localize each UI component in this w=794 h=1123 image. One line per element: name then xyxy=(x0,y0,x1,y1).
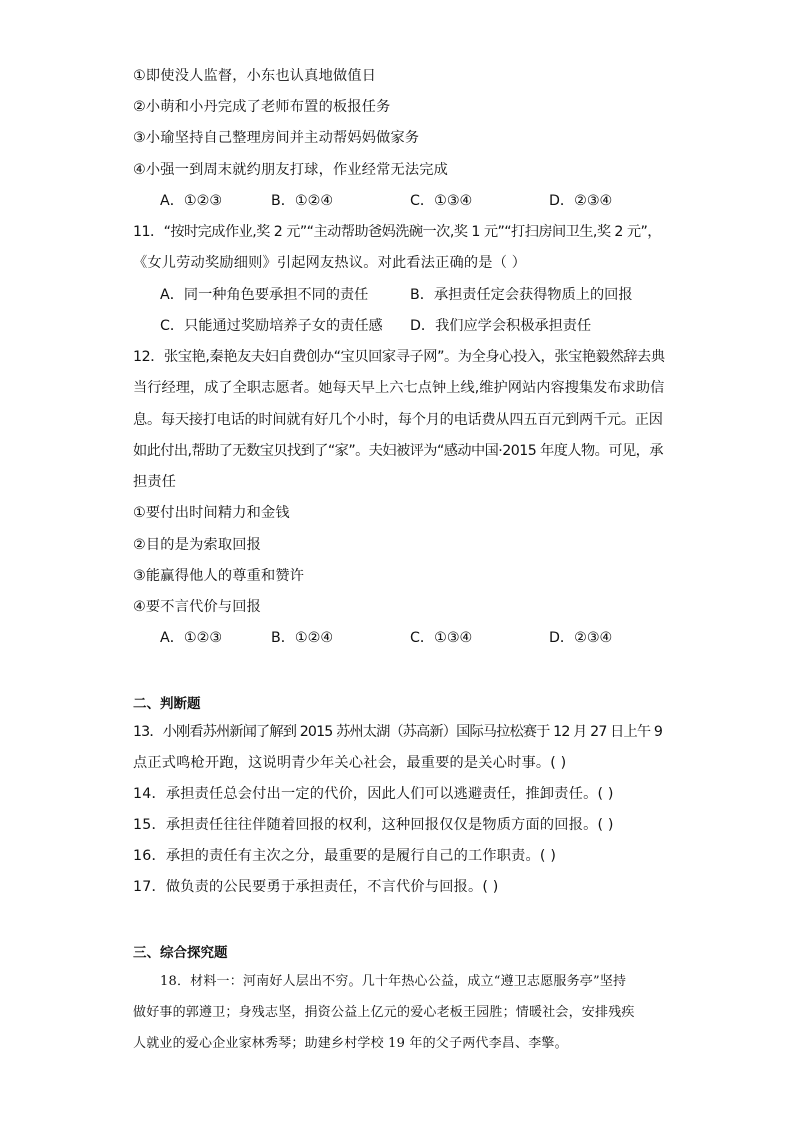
q18-line-3: 人就业的爱心企业家林秀琴；助建乡村学校 19 年的父子两代李昌、李擎。 xyxy=(133,1036,568,1051)
q10-item-3: ③小瑜坚持自己整理房间并主动帮妈妈做家务 xyxy=(133,130,420,146)
q12-stem-line-5: 担责任 xyxy=(133,474,177,490)
q11-option-c: C．只能通过奖励培养子女的责任感 xyxy=(160,318,383,334)
q10-item-2: ②小萌和小丹完成了老师布置的板报任务 xyxy=(133,99,391,115)
q16-line: 16．承担的责任有主次之分，最重要的是履行自己的工作职责。( ) xyxy=(133,848,557,864)
q12-option-d: D．②③④ xyxy=(549,630,613,646)
section-3-heading: 三、综合探究题 xyxy=(133,945,228,961)
q12-option-b: B．①②④ xyxy=(271,630,334,646)
q15-line: 15．承担责任往往伴随着回报的权利，这种回报仅仅是物质方面的回报。( ) xyxy=(133,817,614,833)
q11-stem-line-2: 《女儿劳动奖励细则》引起网友热议。对此看法正确的是（ ） xyxy=(133,255,527,271)
q12-item-2: ②目的是为索取回报 xyxy=(133,537,262,553)
q11-option-b: B．承担责任定会获得物质上的回报 xyxy=(410,287,633,303)
q12-stem-line-4: 如此付出,帮助了无数宝贝找到了“家”。夫妇被评为“感动中国·2015 年度人物。可见，承 xyxy=(133,443,663,459)
q13-line-2: 点正式鸣枪开跑，这说明青少年关心社会，最重要的是关心时事。( ) xyxy=(133,755,567,771)
q10-item-4: ④小强一到周末就约朋友打球，作业经常无法完成 xyxy=(133,162,449,178)
q12-item-1: ①要付出时间精力和金钱 xyxy=(133,505,290,521)
q12-option-c: C．①③④ xyxy=(410,630,473,646)
q10-option-d: D．②③④ xyxy=(549,193,613,209)
q11-option-a: A．同一种角色要承担不同的责任 xyxy=(160,287,369,303)
q11-stem-line-1: 11．“按时完成作业,奖 2 元”“主动帮助爸妈洗碗一次,奖 1 元”“打扫房间卫生,奖 2 元”， xyxy=(133,224,661,240)
q12-stem-line-3: 息。每天接打电话的时间就有好几个小时，每个月的电话费从四五百元到两千元。正因 xyxy=(133,412,663,428)
q13-line-1: 13．小刚看苏州新闻了解到 2015 苏州太湖（苏高新）国际马拉松赛于 12 月 27 日上午 9 xyxy=(133,724,663,740)
q18-line-2: 做好事的郭遵卫；身残志坚，捐资公益上亿元的爱心老板王园胜；情暖社会，安排残疾 xyxy=(133,1005,635,1020)
q10-option-b: B．①②④ xyxy=(271,193,334,209)
section-2-heading: 二、判断题 xyxy=(133,696,201,712)
q17-line: 17．做负责的公民要勇于承担责任，不言代价与回报。( ) xyxy=(133,879,499,895)
q10-option-c: C．①③④ xyxy=(410,193,473,209)
q12-item-3: ③能赢得他人的尊重和赞许 xyxy=(133,568,305,584)
q10-option-a: A．①②③ xyxy=(160,193,223,209)
q12-stem-line-2: 当行经理，成了全职志愿者。她每天早上六七点钟上线,维护网站内容搜集发布求助信 xyxy=(133,380,665,396)
q10-item-1: ①即使没人监督，小东也认真地做值日 xyxy=(133,68,377,84)
q12-option-a: A．①②③ xyxy=(160,630,223,646)
q18-line-1: 18．材料一：河南好人层出不穷。几十年热心公益，成立“遵卫志愿服务亭”坚持 xyxy=(160,974,627,989)
q14-line: 14．承担责任总会付出一定的代价，因此人们可以逃避责任，推卸责任。( ) xyxy=(133,786,614,802)
q12-item-4: ④要不言代价与回报 xyxy=(133,599,262,615)
q12-stem-line-1: 12．张宝艳,秦艳友夫妇自费创办“宝贝回家寻子网”。为全身心投入，张宝艳毅然辞去典 xyxy=(133,349,665,365)
q11-option-d: D．我们应学会积极承担责任 xyxy=(410,318,592,334)
